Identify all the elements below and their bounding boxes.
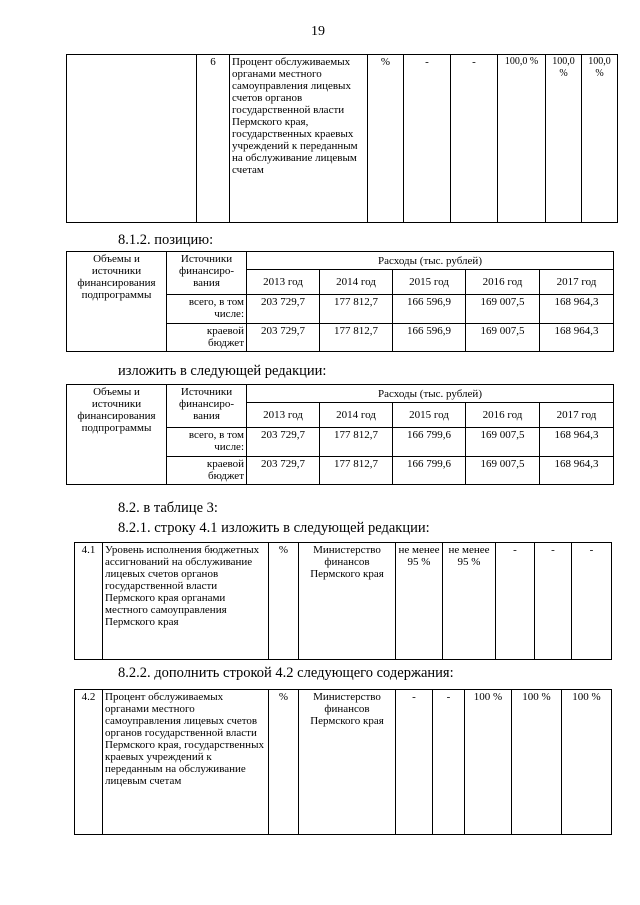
amount-cell: 203 729,7: [247, 324, 320, 352]
value-cell: не менее 95 %: [396, 543, 443, 660]
amount-cell: 168 964,3: [540, 457, 614, 485]
sources-header: Источники финансиро-вания: [167, 252, 247, 295]
row-label-regional: краевой бюджет: [167, 457, 247, 485]
paragraph-8-2-2: 8.2.2. дополнить строкой 4.2 следующего содержания:: [118, 665, 454, 681]
expenses-header: Расходы (тыс. рублей): [247, 385, 614, 403]
value-cell: 100,0 %: [498, 55, 546, 223]
ministry-cell: Министерство финансов Пермского края: [299, 543, 396, 660]
year-header: 2014 год: [320, 270, 393, 295]
dash-cell: -: [535, 543, 572, 660]
sources-header: Источники финансиро-вания: [167, 385, 247, 428]
page-number: 19: [311, 24, 325, 39]
volumes-header: Объемы и источники финансирования подпрограммы: [67, 252, 167, 352]
ministry-cell: Министерство финансов Пермского края: [299, 690, 396, 835]
amount-cell: 177 812,7: [320, 295, 393, 324]
year-header: 2016 год: [466, 270, 540, 295]
year-header: 2016 год: [466, 403, 540, 428]
value-cell: не менее 95 %: [443, 543, 496, 660]
volumes-header: Объемы и источники финансирования подпрограммы: [67, 385, 167, 485]
dash-cell: -: [572, 543, 612, 660]
year-header: 2015 год: [393, 270, 466, 295]
unit-cell: %: [368, 55, 404, 223]
value-cell: 100,0 %: [546, 55, 582, 223]
table-row-4-1: [74, 542, 612, 660]
year-header: 2013 год: [247, 403, 320, 428]
paragraph-8-1-2: 8.1.2. позицию:: [118, 232, 214, 248]
finance-table-old: [66, 251, 614, 352]
value-cell: 100 %: [562, 690, 612, 835]
amount-cell: 166 799,6: [393, 428, 466, 457]
amount-cell: 177 812,7: [320, 324, 393, 352]
paragraph-8-2-1: 8.2.1. строку 4.1 изложить в следующей редакции:: [118, 520, 430, 536]
paragraph-8-2: 8.2. в таблице 3:: [118, 500, 218, 516]
row-number: 4.1: [75, 543, 103, 660]
row-number: 6: [197, 55, 230, 223]
dash-cell: -: [496, 543, 535, 660]
value-cell: 100 %: [512, 690, 562, 835]
year-header: 2017 год: [540, 270, 614, 295]
finance-table-new: [66, 384, 614, 485]
amount-cell: 168 964,3: [540, 295, 614, 324]
year-header: 2017 год: [540, 403, 614, 428]
paragraph-new-edition: изложить в следующей редакции:: [118, 363, 327, 379]
amount-cell: 168 964,3: [540, 324, 614, 352]
row-label-total: всего, в том числе:: [167, 428, 247, 457]
amount-cell: 169 007,5: [466, 324, 540, 352]
year-header: 2013 год: [247, 270, 320, 295]
unit-cell: %: [269, 543, 299, 660]
amount-cell: 169 007,5: [466, 457, 540, 485]
amount-cell: 166 596,9: [393, 295, 466, 324]
table-row-4-2: [74, 689, 612, 835]
amount-cell: 177 812,7: [320, 428, 393, 457]
dash-cell: -: [404, 55, 451, 223]
value-cell: 100,0 %: [582, 55, 618, 223]
dash-cell: -: [396, 690, 433, 835]
indicator-text: Уровень исполнения бюджетных ассигнований на обслуживание лицевых счетов органов государственной власти Пермского края органами местного самоуправления Пермского края: [103, 543, 269, 660]
indicator-text: Процент обслуживаемых органами местного самоуправления лицевых счетов органов государственной власти Пермского края, государственных краевых учреждений к переданным на обслуживание лицевым счетам: [230, 55, 368, 223]
amount-cell: 166 799,6: [393, 457, 466, 485]
dash-cell: -: [433, 690, 465, 835]
amount-cell: 203 729,7: [247, 428, 320, 457]
amount-cell: 169 007,5: [466, 295, 540, 324]
amount-cell: 168 964,3: [540, 428, 614, 457]
amount-cell: 203 729,7: [247, 295, 320, 324]
year-header: 2014 год: [320, 403, 393, 428]
empty-cell: [67, 55, 197, 223]
amount-cell: 203 729,7: [247, 457, 320, 485]
row-label-total: всего, в том числе:: [167, 295, 247, 324]
table-indicator-row-6: [66, 54, 618, 223]
unit-cell: %: [269, 690, 299, 835]
expenses-header: Расходы (тыс. рублей): [247, 252, 614, 270]
indicator-text: Процент обслуживаемых органами местного самоуправления лицевых счетов органов государственной власти Пермского края, государственных краевых учреждений к переданным на обслуживание лицевым счетам: [103, 690, 269, 835]
value-cell: 100 %: [465, 690, 512, 835]
row-label-regional: краевой бюджет: [167, 324, 247, 352]
amount-cell: 177 812,7: [320, 457, 393, 485]
dash-cell: -: [451, 55, 498, 223]
amount-cell: 169 007,5: [466, 428, 540, 457]
year-header: 2015 год: [393, 403, 466, 428]
amount-cell: 166 596,9: [393, 324, 466, 352]
row-number: 4.2: [75, 690, 103, 835]
